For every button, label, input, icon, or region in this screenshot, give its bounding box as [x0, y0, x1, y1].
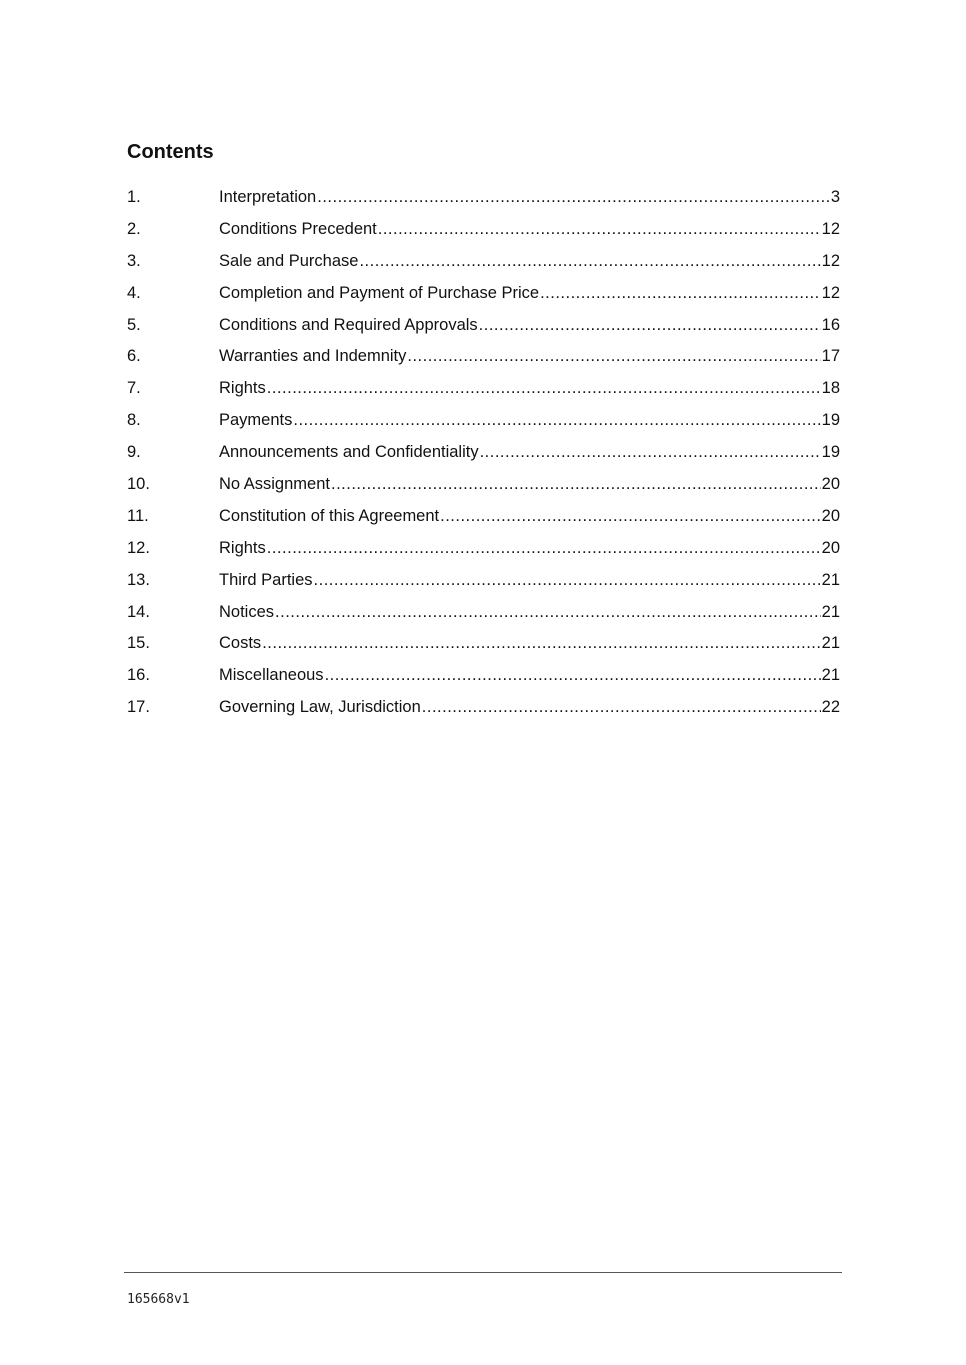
- toc-row: [127, 249, 840, 281]
- toc-entry-link[interactable]: [219, 313, 840, 337]
- toc-entry-page: 12: [821, 283, 840, 302]
- toc-row: [127, 536, 840, 568]
- toc-entry-number: 12.: [127, 538, 150, 557]
- document-reference: 165668v1: [127, 1292, 190, 1307]
- toc-list: [127, 185, 840, 727]
- toc-row: [127, 631, 840, 663]
- toc-entry-label: Interpretation: [219, 188, 317, 206]
- toc-entry-page: 3: [830, 188, 840, 206]
- toc-entry-link[interactable]: [219, 600, 840, 624]
- dot-leader: [540, 281, 821, 305]
- toc-entry-page: 12: [821, 219, 840, 238]
- toc-entry-link[interactable]: [219, 376, 840, 400]
- toc-entry-number: 6.: [127, 347, 141, 366]
- toc-entry-number: 14.: [127, 602, 150, 621]
- toc-entry-link[interactable]: [219, 440, 840, 464]
- toc-entry-label: Costs: [219, 634, 262, 653]
- dot-leader: [325, 663, 821, 687]
- toc-row: [127, 568, 840, 600]
- toc-row: [127, 185, 840, 217]
- toc-entry-number: 15.: [127, 634, 150, 653]
- toc-entry-label: Third Parties: [219, 570, 313, 589]
- toc-entry-label: Governing Law, Jurisdiction: [219, 698, 421, 717]
- toc-row: [127, 344, 840, 376]
- toc-entry-label: Payments: [219, 411, 293, 430]
- toc-entry-link[interactable]: [219, 568, 840, 592]
- toc-entry-label: Miscellaneous: [219, 666, 324, 685]
- dot-leader: [407, 344, 820, 368]
- toc-entry-number: 16.: [127, 666, 150, 685]
- toc-entry-number: 1.: [127, 188, 141, 206]
- toc-entry-label: Constitution of this Agreement: [219, 506, 440, 525]
- dot-leader: [479, 313, 821, 337]
- toc-entry-page: 20: [821, 506, 840, 525]
- toc-row: [127, 472, 840, 504]
- toc-entry-number: 4.: [127, 283, 141, 302]
- dot-leader: [359, 249, 820, 273]
- toc-entry-page: 19: [821, 443, 840, 462]
- toc-entry-number: 8.: [127, 411, 141, 430]
- toc-entry-link[interactable]: [219, 281, 840, 305]
- dot-leader: [440, 504, 821, 528]
- dot-leader: [262, 631, 820, 655]
- toc-entry-link[interactable]: [219, 536, 840, 560]
- toc-entry-page: 20: [821, 538, 840, 557]
- toc-row: [127, 440, 840, 472]
- dot-leader: [314, 568, 821, 592]
- toc-row: [127, 313, 840, 345]
- toc-entry-link[interactable]: [219, 344, 840, 368]
- toc-entry-label: Notices: [219, 602, 275, 621]
- toc-entry-page: 21: [821, 570, 840, 589]
- toc-entry-number: 3.: [127, 251, 141, 270]
- toc-entry-link[interactable]: [219, 249, 840, 273]
- toc-entry-link[interactable]: [219, 504, 840, 528]
- toc-entry-page: 17: [821, 347, 840, 366]
- dot-leader: [275, 600, 821, 624]
- dot-leader: [317, 185, 830, 209]
- toc-entry-page: 19: [821, 411, 840, 430]
- toc-row: [127, 504, 840, 536]
- toc-entry-link[interactable]: [219, 631, 840, 655]
- dot-leader: [422, 695, 821, 719]
- toc-entry-link[interactable]: [219, 695, 840, 719]
- toc-row: [127, 408, 840, 440]
- toc-entry-label: Conditions and Required Approvals: [219, 315, 478, 334]
- toc-entry-number: 17.: [127, 698, 150, 717]
- toc-entry-link[interactable]: [219, 663, 840, 687]
- toc-entry-label: No Assignment: [219, 475, 330, 494]
- dot-leader: [480, 440, 821, 464]
- toc-entry-number: 13.: [127, 570, 150, 589]
- toc-entry-number: 5.: [127, 315, 141, 334]
- toc-entry-page: 12: [821, 251, 840, 270]
- toc-row: [127, 663, 840, 695]
- toc-entry-page: 20: [821, 475, 840, 494]
- toc-entry-number: 10.: [127, 475, 150, 494]
- toc-entry-link[interactable]: [219, 472, 840, 496]
- dot-leader: [331, 472, 821, 496]
- toc-entry-page: 21: [821, 666, 840, 685]
- toc-entry-page: 18: [821, 379, 840, 398]
- toc-entry-label: Rights: [219, 379, 266, 398]
- toc-entry-label: Sale and Purchase: [219, 251, 359, 270]
- dot-leader: [267, 376, 821, 400]
- toc-row: [127, 281, 840, 313]
- toc-title: Contents: [127, 141, 214, 163]
- toc-entry-label: Rights: [219, 538, 266, 557]
- toc-row: [127, 695, 840, 727]
- toc-entry-label: Conditions Precedent: [219, 219, 377, 238]
- toc-entry-label: Warranties and Indemnity: [219, 347, 407, 366]
- dot-leader: [293, 408, 820, 432]
- toc-entry-link[interactable]: [219, 185, 840, 209]
- toc-entry-page: 16: [821, 315, 840, 334]
- toc-entry-page: 21: [821, 602, 840, 621]
- toc-entry-link[interactable]: [219, 408, 840, 432]
- dot-leader: [378, 217, 821, 241]
- toc-row: [127, 600, 840, 632]
- toc-entry-page: 22: [821, 698, 840, 717]
- toc-entry-number: 11.: [127, 506, 149, 525]
- toc-row: [127, 376, 840, 408]
- footer-divider: [124, 1272, 842, 1273]
- toc-entry-page: 21: [821, 634, 840, 653]
- toc-entry-number: 9.: [127, 443, 141, 462]
- toc-entry-number: 7.: [127, 379, 141, 398]
- toc-entry-label: Announcements and Confidentiality: [219, 443, 479, 462]
- dot-leader: [267, 536, 821, 560]
- toc-entry-link[interactable]: [219, 217, 840, 241]
- toc-entry-number: 2.: [127, 219, 141, 238]
- toc-row: [127, 217, 840, 249]
- toc-entry-label: Completion and Payment of Purchase Price: [219, 283, 540, 302]
